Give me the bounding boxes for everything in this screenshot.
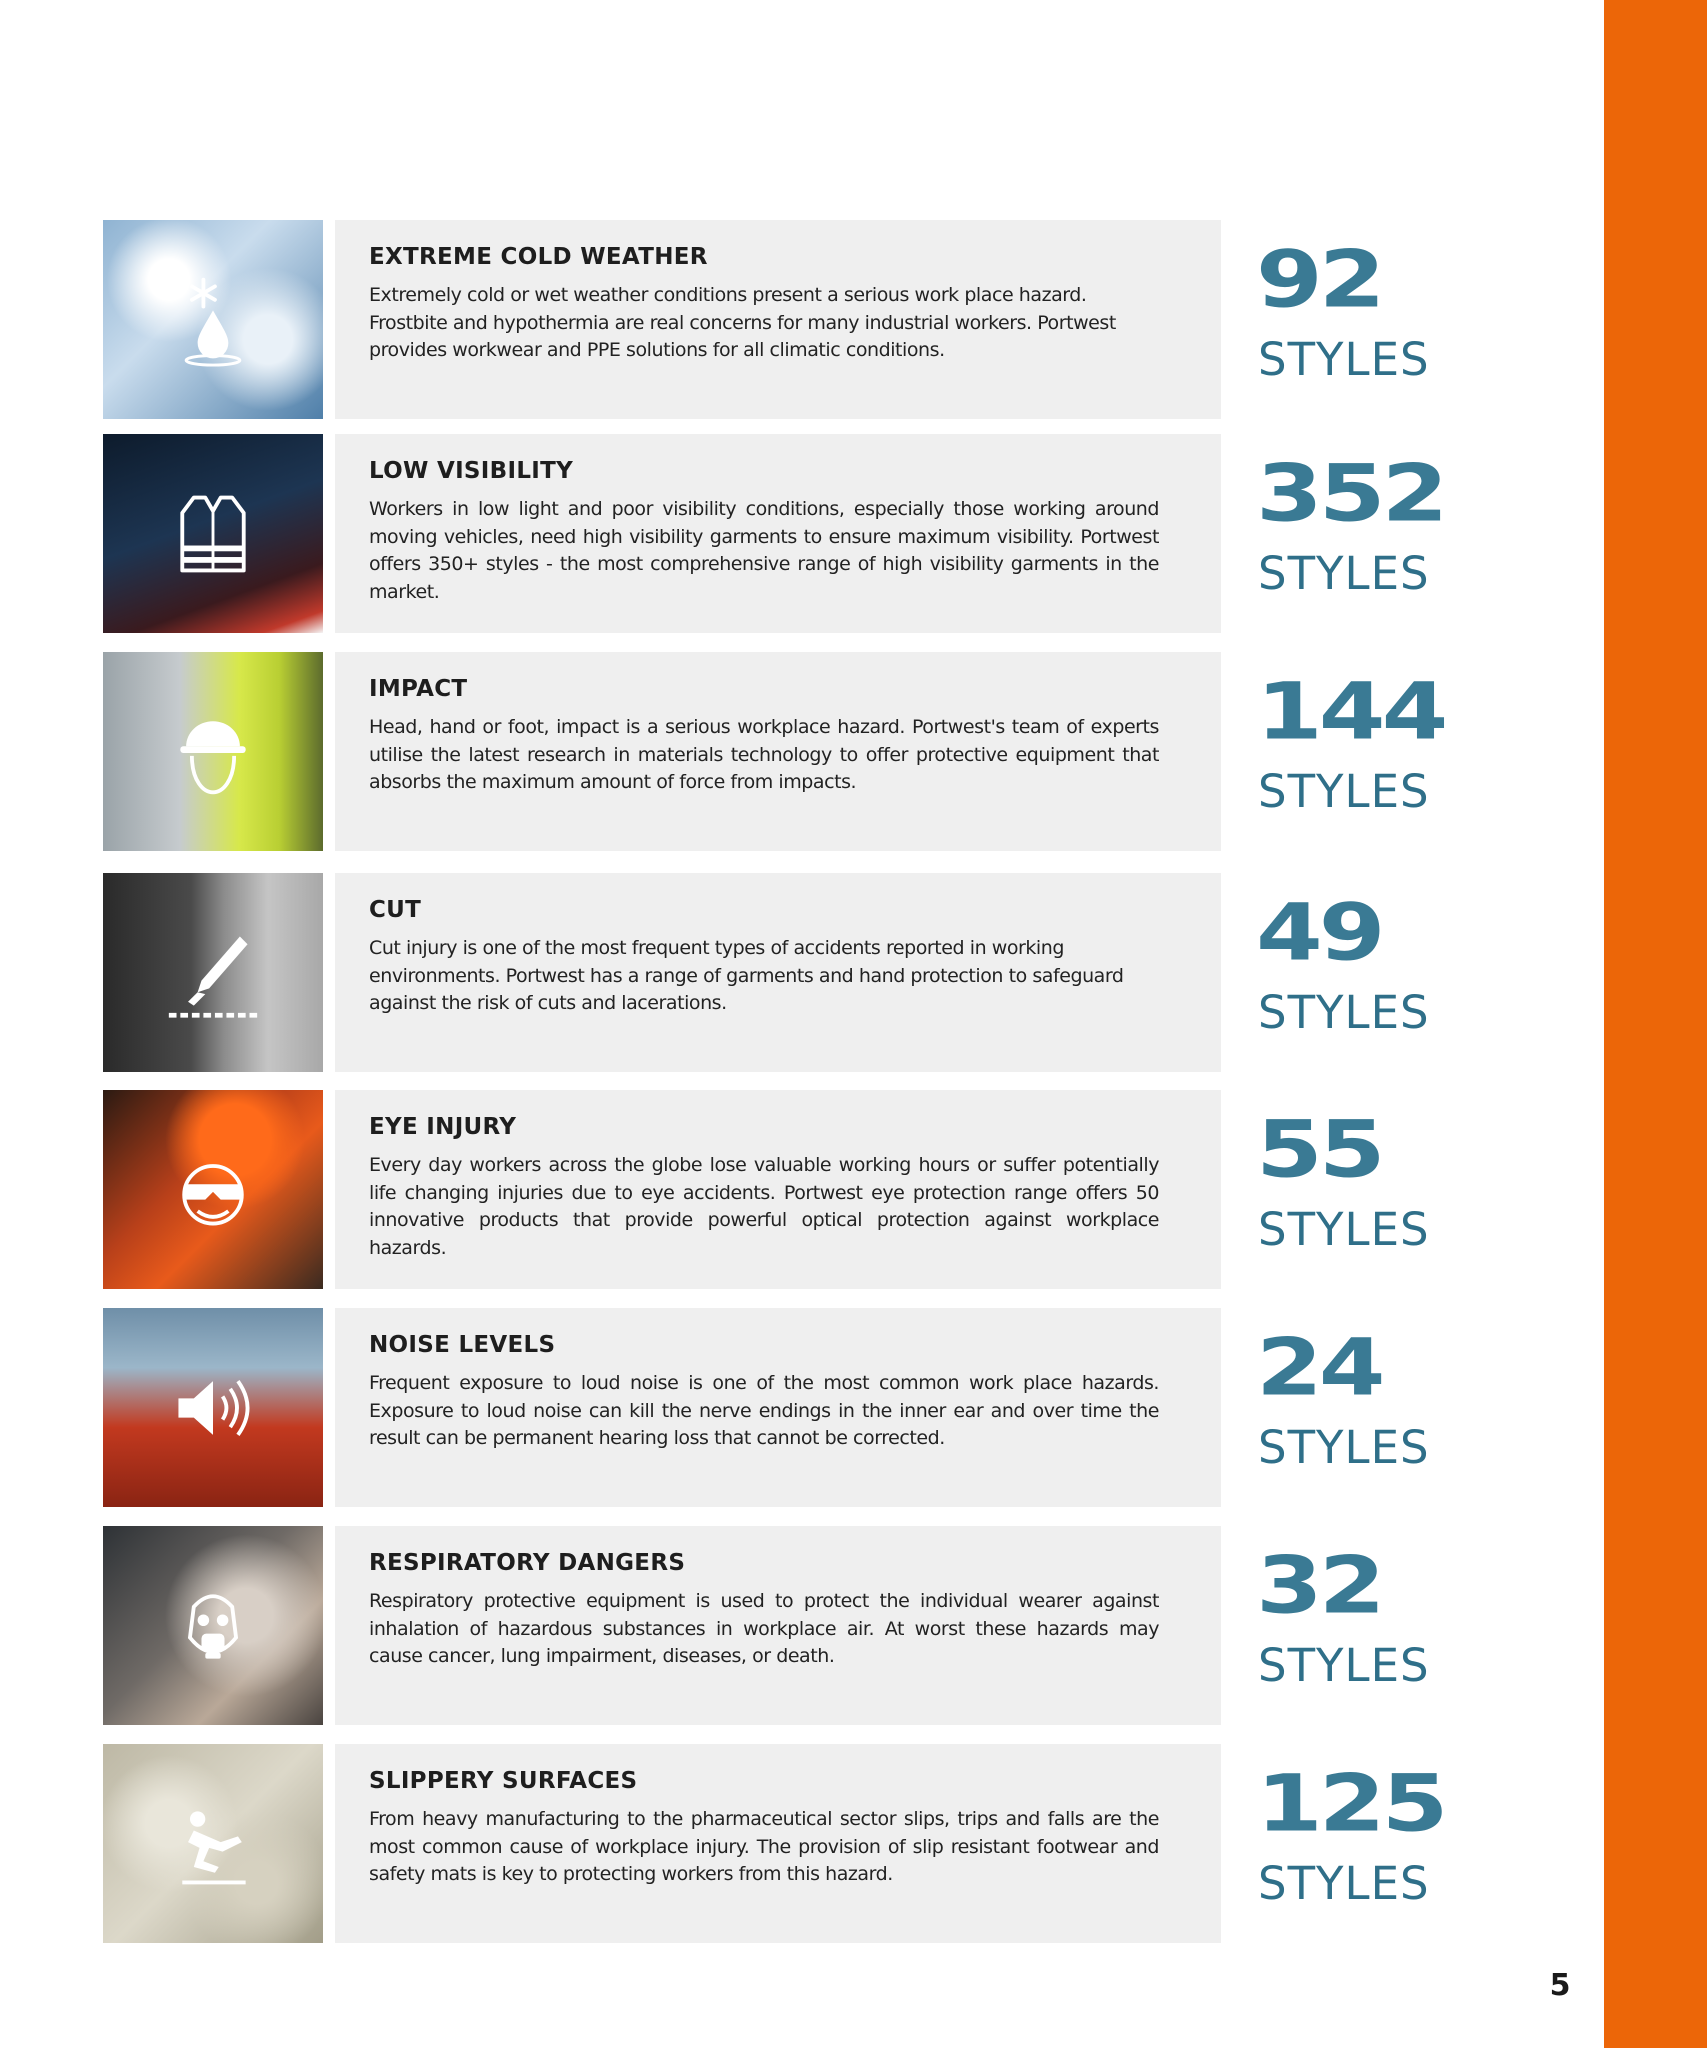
styles-label: STYLES: [1258, 1203, 1430, 1256]
hazard-description: Extremely cold or wet weather conditions present a serious work place hazard. Frostbite and hypothermia are real concerns for many industrial workers. Portwest provides workwear and PPE solutions for all climatic conditions.: [369, 284, 1116, 361]
hazard-row-cold: [103, 220, 1503, 419]
styles-label: STYLES: [1258, 765, 1430, 818]
hazard-description: From heavy manufacturing to the pharmaceutical sector slips, trips and falls are the most common cause of workplace injury. The provision of slip resistant footwear and safety mats is key to protecting workers from this hazard.: [369, 1808, 1159, 1885]
styles-count: 49: [1256, 886, 1382, 979]
orange-sidebar: [1604, 0, 1707, 2048]
hazard-panel: [335, 652, 1221, 851]
hazard-row-cut: [103, 873, 1503, 1072]
hazard-row-respiratory: [103, 1526, 1503, 1725]
styles-label: STYLES: [1258, 1421, 1430, 1474]
styles-count: 92: [1256, 233, 1382, 326]
hazard-panel: [335, 434, 1221, 633]
hazard-row-visibility: [103, 434, 1503, 633]
hazard-row-eye: [103, 1090, 1503, 1289]
styles-label: STYLES: [1258, 1857, 1430, 1910]
safety-goggles-icon: [165, 1142, 261, 1238]
hazard-description: Every day workers across the globe lose valuable working hours or suffer potentially life changing injuries due to eye accidents. Portwest eye protection range offers 50 innovative products that provide powerful optical protection against workplace hazards.: [369, 1154, 1159, 1259]
hazard-panel: [335, 1090, 1221, 1289]
cut-photo: [103, 873, 323, 1072]
styles-count: 144: [1256, 665, 1445, 758]
respirator-mask-icon: [165, 1578, 261, 1674]
hazard-panel: [335, 1744, 1221, 1943]
hazard-description: Head, hand or foot, impact is a serious workplace hazard. Portwest's team of experts utilise the latest research in materials technology to offer protective equipment that absorbs the maximum amount of force from impacts.: [369, 716, 1159, 793]
hazard-title: CUT: [369, 897, 422, 923]
hi-vis-vest-icon: [165, 486, 261, 582]
styles-count: 125: [1256, 1757, 1445, 1850]
styles-count: 24: [1256, 1321, 1382, 1414]
loudspeaker-icon: [165, 1360, 261, 1456]
cold-weather-photo: [103, 220, 323, 419]
hazard-title: RESPIRATORY DANGERS: [369, 1550, 686, 1576]
slippery-photo: [103, 1744, 323, 1943]
hazard-title: SLIPPERY SURFACES: [369, 1768, 638, 1794]
snowflake-drop-icon: [165, 272, 261, 368]
hard-hat-head-icon: [165, 704, 261, 800]
low-visibility-photo: [103, 434, 323, 633]
styles-label: STYLES: [1258, 1639, 1430, 1692]
knife-cut-icon: [165, 925, 261, 1021]
hazard-description: Respiratory protective equipment is used to protect the individual wearer against inhalation of hazardous substances in workplace air. At worst these hazards may cause cancer, lung impairment, diseases, or death.: [369, 1590, 1159, 1667]
eye-injury-photo: [103, 1090, 323, 1289]
slipping-person-icon: [165, 1796, 261, 1892]
styles-label: STYLES: [1258, 333, 1430, 386]
styles-count: 32: [1256, 1539, 1382, 1632]
impact-photo: [103, 652, 323, 851]
hazard-description: Cut injury is one of the most frequent types of accidents reported in working environments. Portwest has a range of garments and hand protection to safeguard against the risk of cuts and lacerations.: [369, 937, 1124, 1014]
styles-label: STYLES: [1258, 547, 1430, 600]
hazard-panel: [335, 873, 1221, 1072]
styles-label: STYLES: [1258, 986, 1430, 1039]
styles-count: 352: [1256, 447, 1445, 540]
hazard-title: EXTREME COLD WEATHER: [369, 244, 708, 270]
hazard-panel: [335, 220, 1221, 419]
respiratory-photo: [103, 1526, 323, 1725]
hazard-title: NOISE LEVELS: [369, 1332, 556, 1358]
hazard-row-impact: [103, 652, 1503, 851]
hazard-panel: [335, 1308, 1221, 1507]
styles-count: 55: [1256, 1103, 1382, 1196]
hazard-description: Workers in low light and poor visibility conditions, especially those working around moving vehicles, need high visibility garments to ensure maximum visibility. Portwest offers 350+ styles - the most comprehensive range of high visibility garments in the market.: [369, 498, 1159, 603]
page-number: 5: [1549, 1968, 1571, 2003]
hazard-row-slippery: [103, 1744, 1503, 1943]
hazard-title: LOW VISIBILITY: [369, 458, 574, 484]
noise-photo: [103, 1308, 323, 1507]
hazard-title: EYE INJURY: [369, 1114, 517, 1140]
hazard-panel: [335, 1526, 1221, 1725]
hazard-title: IMPACT: [369, 676, 468, 702]
hazard-row-noise: [103, 1308, 1503, 1507]
hazard-description: Frequent exposure to loud noise is one of the most common work place hazards. Exposure to loud noise can kill the nerve endings in the inner ear and over time the result can be permanent hearing loss that cannot be corrected.: [369, 1372, 1159, 1449]
